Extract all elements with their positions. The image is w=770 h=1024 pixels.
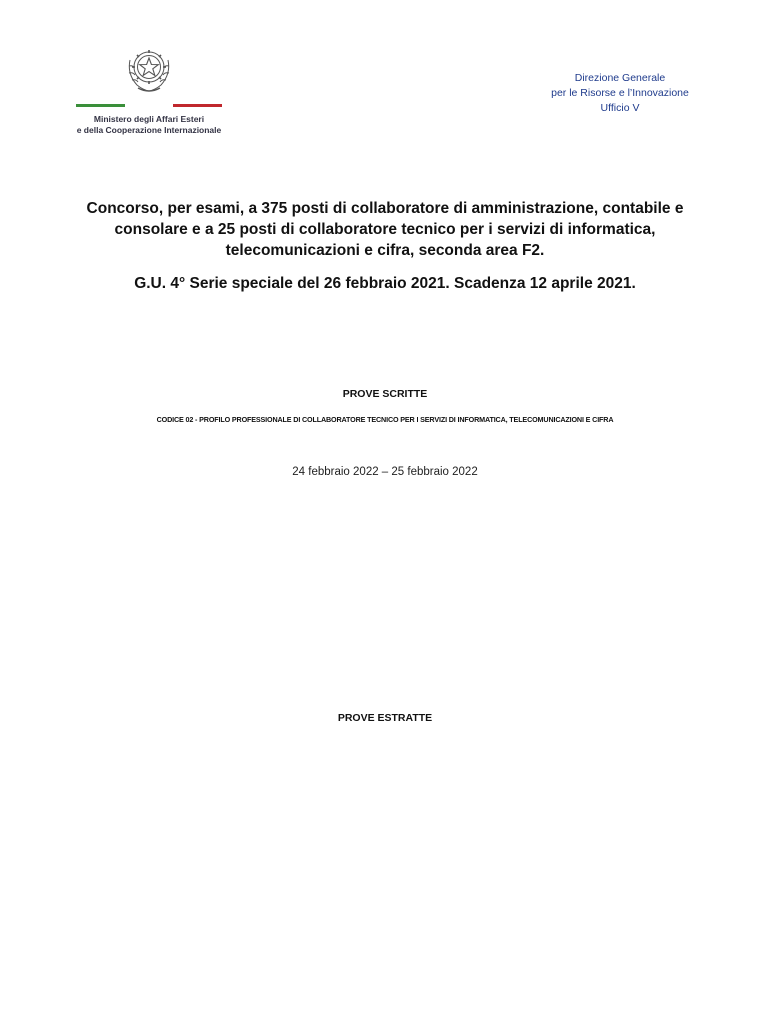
italian-republic-emblem-icon xyxy=(121,40,177,96)
document-title: Concorso, per esami, a 375 posti di collaboratore di amministrazione, contabile e consolare e a 25 posti di collaboratore tecnico per i servizi di informatica, telecomunicazioni e cifra, seconda area F2. xyxy=(86,200,684,259)
document-subtitle: G.U. 4° Serie speciale del 26 febbraio 2021. Scadenza 12 aprile 2021. xyxy=(134,275,636,292)
exam-dates: 24 febbraio 2022 – 25 febbraio 2022 xyxy=(292,466,478,478)
office-line1: Direzione Generale xyxy=(574,72,666,84)
profile-code-line: CODICE 02 - PROFILO PROFESSIONALE DI COLLABORATORE TECNICO PER I SERVIZI DI INFORMATICA, TELECOMUNICAZIONI E CIFRA xyxy=(156,415,614,424)
ministry-name-line2: e della Cooperazione Internazionale xyxy=(76,125,222,135)
ministry-logo xyxy=(70,40,228,136)
ministry-name xyxy=(70,114,228,136)
ministry-name-line1: Ministero degli Affari Esteri xyxy=(93,114,205,124)
section-heading-prove-scritte: PROVE SCRITTE xyxy=(342,388,428,400)
section-heading-prove-estratte: PROVE ESTRATTE xyxy=(337,712,433,724)
office-line2: per le Risorse e l’Innovazione xyxy=(551,87,689,99)
office-line3: Ufficio V xyxy=(600,102,640,114)
tricolor-rule xyxy=(76,104,222,107)
office-block xyxy=(540,71,700,116)
